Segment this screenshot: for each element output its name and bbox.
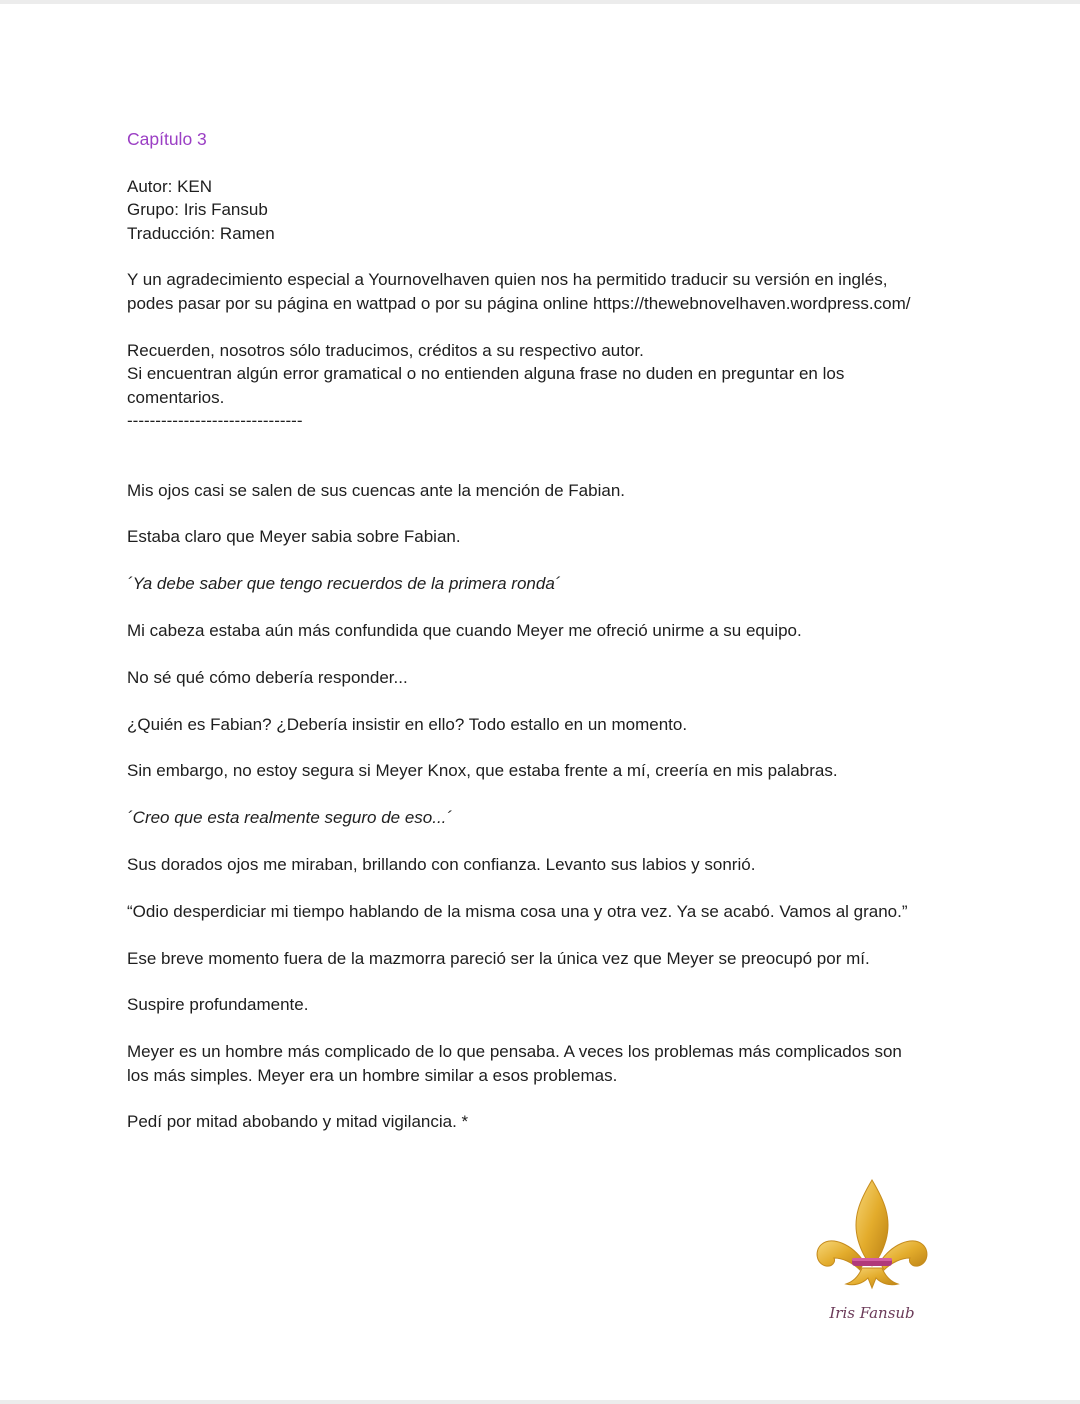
thanks-line-1: Y un agradecimiento especial a Yournovelhaven quien nos ha permitido traducir su versión en inglés, [127, 270, 888, 290]
iris-fansub-logo [812, 1178, 932, 1328]
story-paragraph-multiline [127, 1040, 957, 1087]
notice-line-2: Si encuentran algún error gramatical o no entienden alguna frase no duden en preguntar en los [127, 364, 845, 384]
bottom-edge [0, 1400, 1080, 1404]
notice-paragraph [127, 339, 957, 410]
credits-block [127, 175, 957, 246]
section-divider: ------------------------------- [127, 411, 303, 431]
story-paragraph: Estaba claro que Meyer sabia sobre Fabian. [127, 527, 461, 547]
story-paragraph: Mi cabeza estaba aún más confundida que cuando Meyer me ofreció unirme a su equipo. [127, 620, 802, 640]
fleur-de-lis-icon [812, 1178, 932, 1328]
story-dialogue: “Odio desperdiciar mi tiempo hablando de la misma cosa una y otra vez. Ya se acabó. Vamos al grano.” [127, 901, 908, 921]
story-paragraph: ¿Quién es Fabian? ¿Debería insistir en ello? Todo estallo en un momento. [127, 714, 688, 734]
author-line: Autor: KEN [127, 176, 213, 196]
story-paragraph: Mis ojos casi se salen de sus cuencas ante la mención de Fabian. [127, 480, 625, 500]
story-paragraph: Ese breve momento fuera de la mazmorra pareció ser la única vez que Meyer se preocupó por mí. [127, 948, 870, 968]
story-line: Meyer es un hombre más complicado de lo que pensaba. A veces los problemas más complicados son [127, 1042, 902, 1062]
story-paragraph: Sin embargo, no estoy segura si Meyer Knox, que estaba frente a mí, creería en mis palabras. [127, 761, 838, 781]
thanks-line-2: podes pasar por su página en wattpad o por su página online https://thewebnovelhaven.wordpress.com/ [127, 293, 911, 313]
chapter-title: Capítulo 3 [127, 129, 207, 149]
translation-line: Traducción: Ramen [127, 223, 275, 243]
group-line: Grupo: Iris Fansub [127, 200, 268, 219]
notice-line-3: comentarios. [127, 387, 225, 407]
story-line: los más simples. Meyer era un hombre similar a esos problemas. [127, 1065, 618, 1085]
story-paragraph: Pedí por mitad abobando y mitad vigilancia. * [127, 1112, 469, 1132]
story-paragraph: Sus dorados ojos me miraban, brillando con confianza. Levanto sus labios y sonrió. [127, 854, 756, 874]
logo-signature: Iris Fansub [829, 1304, 915, 1322]
notice-line-1: Recuerden, nosotros sólo traducimos, créditos a su respectivo autor. [127, 340, 644, 360]
story-thought: ´Ya debe saber que tengo recuerdos de la primera ronda´ [127, 574, 561, 594]
thanks-paragraph [127, 268, 957, 315]
story-paragraph: No sé qué cómo debería responder... [127, 667, 408, 687]
top-edge [0, 0, 1080, 4]
story-paragraph: Suspire profundamente. [127, 995, 309, 1015]
story-thought: ´Creo que esta realmente seguro de eso...´ [127, 808, 453, 828]
document-page [127, 128, 957, 1157]
